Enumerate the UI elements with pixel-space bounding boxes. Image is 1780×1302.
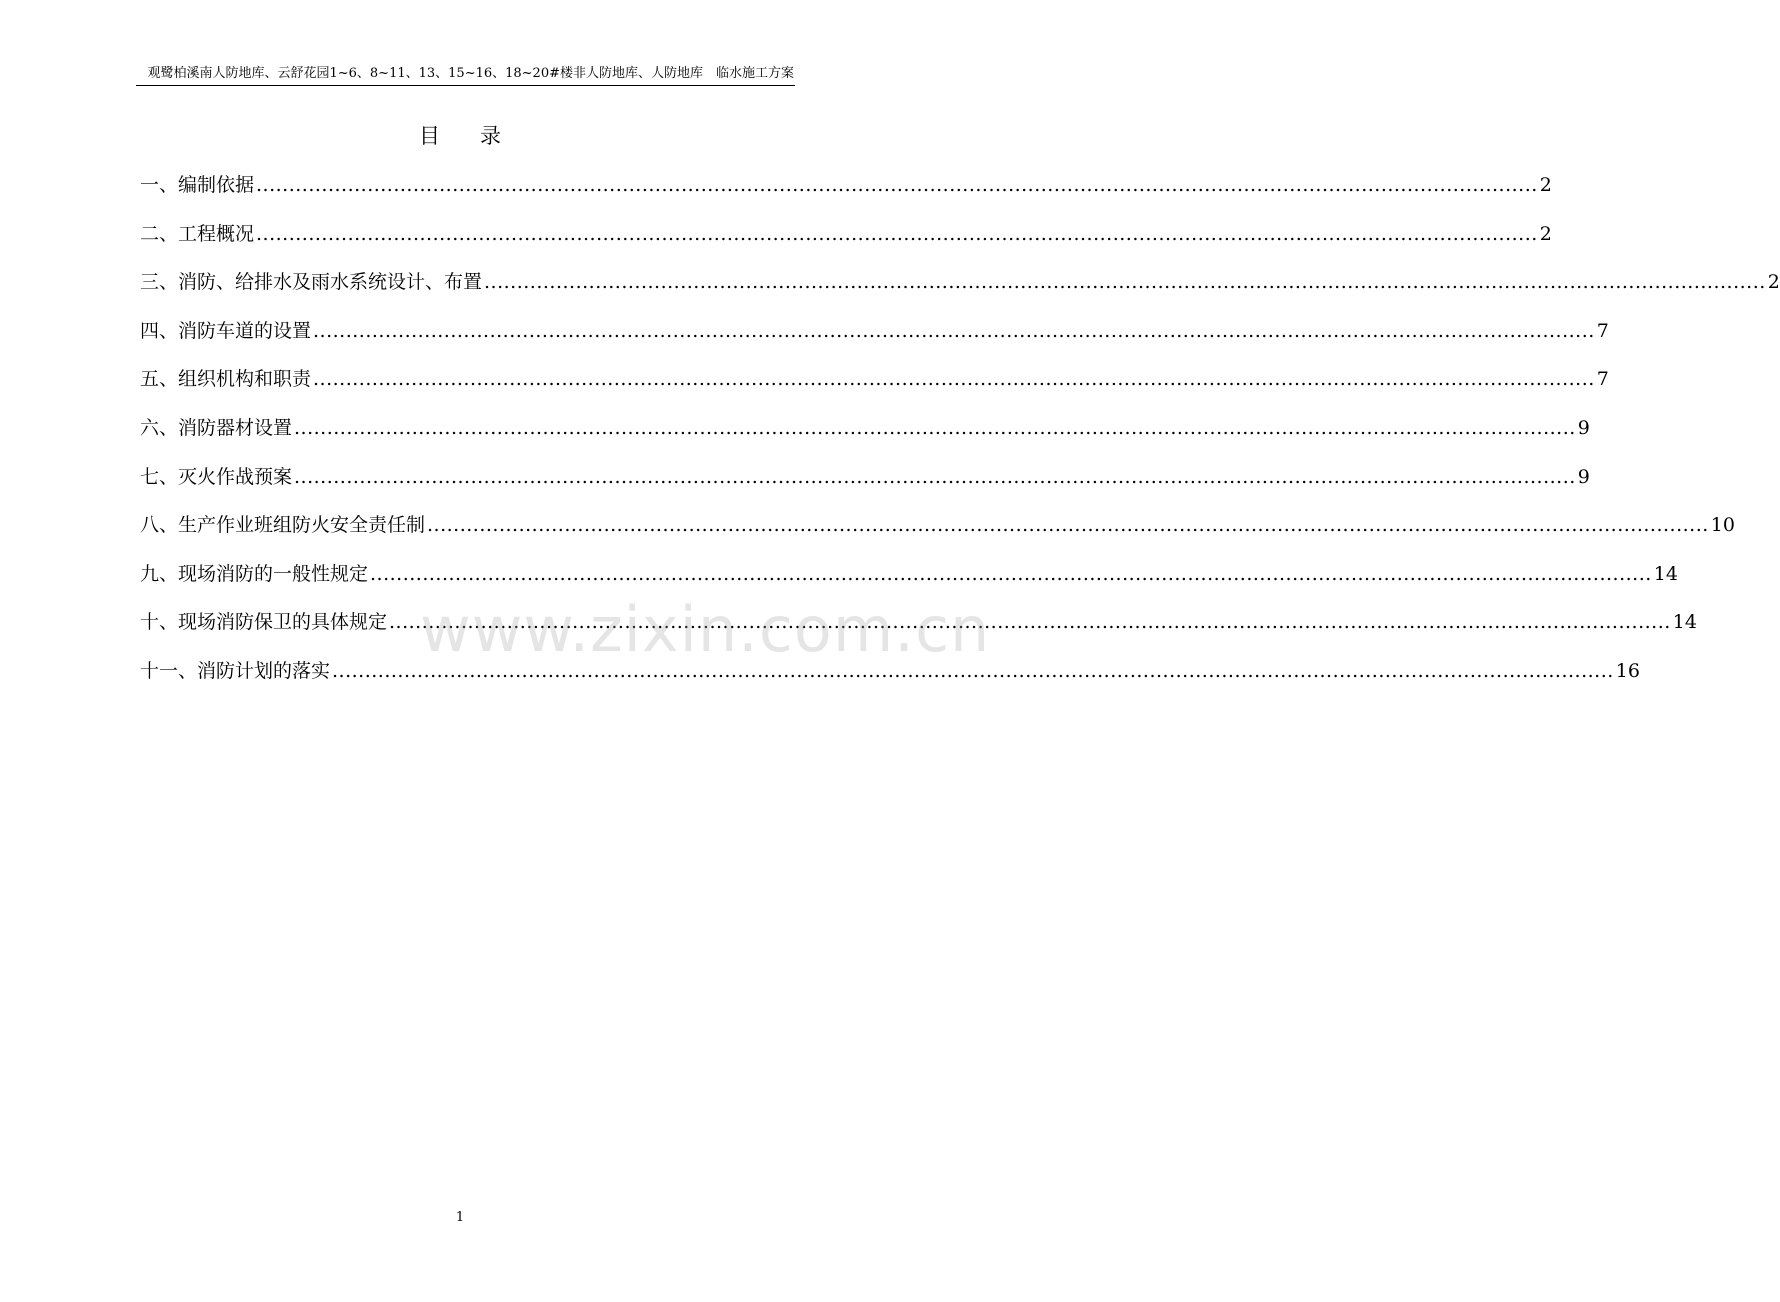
- toc-entry[interactable]: [140, 314, 1609, 363]
- toc-entry-page: 14: [1672, 611, 1697, 634]
- toc-entry-label: 六、消防器材设置: [140, 416, 293, 439]
- toc-entry-label: 十一、消防计划的落实: [140, 659, 331, 682]
- toc-entry-page: 9: [1577, 465, 1590, 488]
- toc-entry-label: 一、编制依据: [140, 174, 255, 196]
- toc-list: [140, 168, 1780, 703]
- toc-entry-label: 九、现场消防的一般性规定: [140, 562, 369, 585]
- toc-entry-label: 十、现场消防保卫的具体规定: [140, 611, 388, 634]
- header-divider: [136, 85, 795, 86]
- toc-entry-page: 7: [1596, 319, 1609, 342]
- running-header: 观鹭柏溪南人防地库、云舒花园1~6、8~11、13、15~16、18~20#楼非人防地库、人防地库 临水施工方案: [147, 66, 794, 81]
- toc-dot-leader: [313, 362, 1595, 396]
- toc-dot-leader: [484, 265, 1766, 299]
- toc-dot-leader: [427, 508, 1709, 542]
- toc-dot-leader: [294, 411, 1576, 445]
- toc-entry-page: 10: [1710, 514, 1735, 537]
- toc-title: [0, 121, 920, 151]
- toc-entry-page: 2: [1767, 271, 1780, 294]
- watermark: www.zixin.com.cn: [420, 593, 991, 666]
- toc-entry-page: 2: [1539, 222, 1552, 245]
- toc-entry[interactable]: [140, 460, 1590, 509]
- toc-entry[interactable]: [140, 217, 1552, 266]
- toc-entry-label: 七、灭火作战预案: [140, 465, 293, 488]
- toc-entry-page: 14: [1653, 562, 1678, 585]
- toc-entry-label: 二、工程概况: [140, 222, 255, 245]
- toc-dot-leader: [332, 654, 1614, 688]
- toc-entry-page: 7: [1596, 368, 1609, 391]
- toc-entry-page: 16: [1615, 659, 1640, 682]
- toc-entry-label: 三、消防、给排水及雨水系统设计、布置: [140, 271, 483, 294]
- toc-entry-page: 9: [1577, 416, 1590, 439]
- toc-dot-leader: [313, 314, 1595, 348]
- toc-title-left: 目: [419, 124, 440, 148]
- toc-entry[interactable]: [140, 411, 1590, 460]
- toc-entry[interactable]: [140, 265, 1780, 314]
- toc-dot-leader: [294, 460, 1576, 494]
- toc-dot-leader: [256, 168, 1538, 202]
- page-number: 1: [455, 1210, 465, 1225]
- toc-entry-label: 八、生产作业班组防火安全责任制: [140, 514, 426, 537]
- toc-dot-leader: [256, 217, 1538, 251]
- toc-entry-label: 五、组织机构和职责: [140, 368, 312, 391]
- toc-entry-page: 2: [1539, 174, 1552, 196]
- toc-entry[interactable]: [140, 508, 1735, 557]
- toc-entry[interactable]: [140, 362, 1609, 411]
- toc-entry[interactable]: [140, 654, 1640, 703]
- toc-title-right: 录: [480, 124, 501, 148]
- toc-entry-label: 四、消防车道的设置: [140, 319, 312, 342]
- toc-dot-leader: [389, 605, 1671, 639]
- toc-entry[interactable]: [140, 557, 1678, 606]
- toc-entry[interactable]: [140, 168, 1552, 217]
- toc-dot-leader: [370, 557, 1652, 591]
